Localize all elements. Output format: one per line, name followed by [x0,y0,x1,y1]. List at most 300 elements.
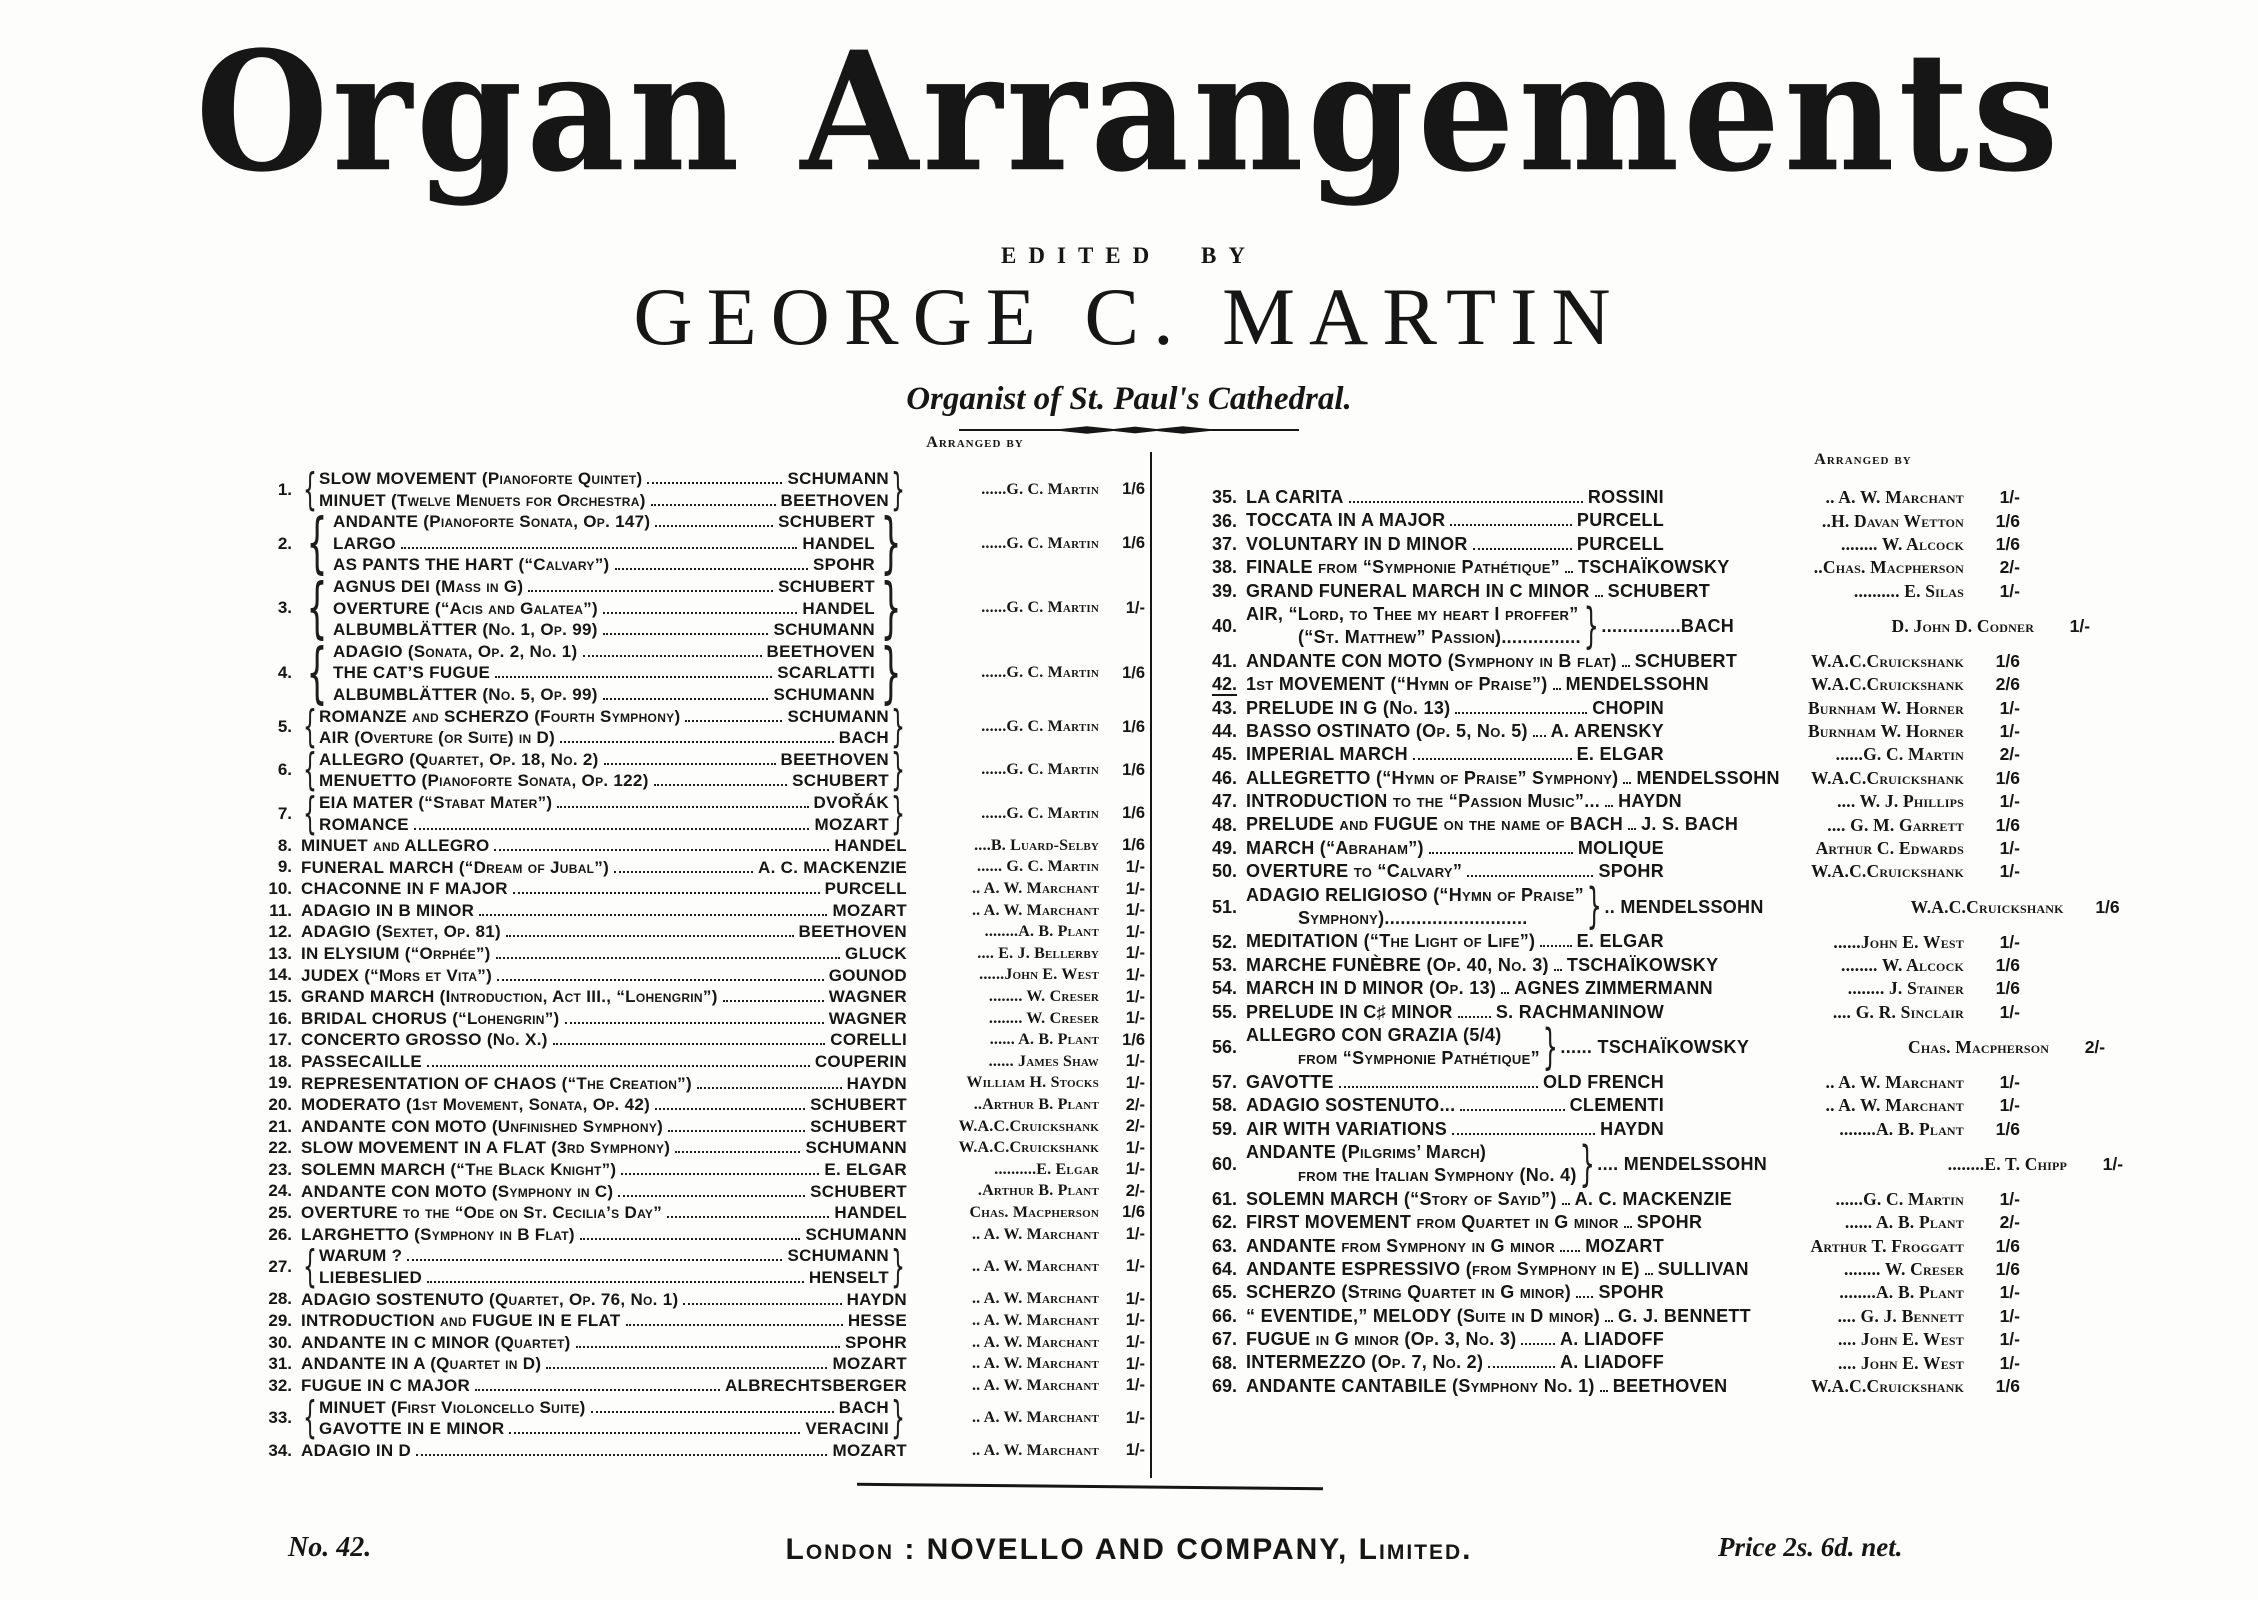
item-number: 29. [268,1310,292,1330]
item-title: FINALE from “Symphonie Pathétique” [1246,557,1560,578]
dotted-leader [675,1138,800,1153]
item-price: 2/- [1999,1212,2020,1233]
dotted-leader [1540,932,1571,947]
item-arranger: ..H. Davan Wetton [1821,510,1964,531]
dotted-leader [553,1030,826,1045]
item-title: ANDANTE (Pianoforte Sonata, Op. 147) [333,512,651,532]
item-price: 1/- [1999,1282,2020,1303]
catalog-item [240,744,1145,796]
item-arranger: ........ W. Alcock [1841,955,1964,975]
item-price: 1/6 [1122,804,1145,822]
group-brace-left: { [306,633,328,711]
item-titles [301,1137,907,1159]
item-titles [301,1375,907,1397]
item-title: ADAGIO RELIGIOSO (“Hymn of Praise” [1246,884,1584,905]
item-composer: GLUCK [845,944,907,964]
item-arranger: ......John E. West [979,966,1099,984]
item-arranger: .Arthur B. Plant [977,1182,1099,1200]
dotted-leader [1576,1283,1593,1298]
item-composer: MOZART [814,814,889,834]
title-line [301,1289,907,1311]
item-arranger: .. A. W. Marchant [971,1290,1099,1308]
title-line [1246,580,1711,603]
item-composer: SPOHR [1636,1212,1703,1233]
title-line [1246,556,1730,579]
catalog-item [240,1159,1145,1181]
catalog-item [1185,1071,2020,1094]
title-line [319,1418,889,1440]
item-number: 33. [268,1408,292,1428]
dotted-leader [668,1117,805,1132]
item-number: 12. [268,922,292,942]
page-title: Organ Arrangements [195,14,2063,209]
item-number: 41. [1211,650,1237,671]
title-line [1246,907,1584,930]
item-title: ALBUMBLÄTTER (No. 5, Op. 99) [333,684,598,704]
item-composer: A. ARENSKY [1550,720,1664,741]
item-composer: .... MENDELSSOHN [1597,1153,1768,1174]
item-titles [301,1289,907,1311]
item-titles [1246,603,1581,650]
catalog-item [240,1224,1145,1246]
item-titles [301,1094,907,1116]
title-line [319,1267,889,1289]
item-composer: SULLIVAN [1657,1258,1749,1279]
item-number: 37. [1211,533,1237,554]
dotted-leader [603,620,769,635]
item-title: MARCHE FUNÈBRE (Op. 40, No. 3) [1246,954,1549,975]
item-title: GRAND FUNERAL MARCH IN C MINOR [1246,580,1590,601]
dotted-leader [654,771,787,786]
catalog-item [240,835,1145,857]
dotted-leader [1553,675,1561,690]
item-title: ADAGIO SOSTENUTO (Quartet, Op. 76, No. 1) [301,1289,679,1309]
item-price: 1/6 [1122,717,1145,736]
title-line [301,1029,907,1051]
item-titles [1246,1351,1664,1374]
title-line [1246,813,1739,836]
item-arranger: W.A.C.Cruickshank [1810,1376,1964,1397]
dotted-leader [1413,745,1572,760]
item-title: SCHERZO (String Quartet in G minor) [1246,1282,1571,1303]
item-price: 2/- [1125,1117,1145,1136]
dotted-leader [401,534,797,549]
item-price: 1/- [1125,1073,1145,1092]
catalog-right-column [1185,486,2124,1398]
item-composer: BEETHOVEN [1612,1375,1728,1396]
title-line [301,921,907,943]
catalog-item [240,1094,1145,1116]
catalog-item [1185,1375,2020,1398]
item-titles [1246,533,1664,556]
item-composer: E. ELGAR [824,1160,907,1179]
title-line [333,511,875,533]
item-number: 66. [1211,1305,1237,1326]
item-titles [319,706,889,749]
title-line [1246,626,1581,649]
item-arranger: .. A. W. Marchant [971,1225,1099,1243]
item-title: ADAGIO (Sonata, Op. 2, No. 1) [333,641,578,661]
dotted-leader [603,599,797,614]
dotted-leader [1645,1260,1653,1275]
dotted-leader [580,1225,801,1240]
item-titles [1246,1235,1664,1258]
dotted-leader [546,1354,827,1369]
dotted-leader [1628,815,1636,830]
group-brace-right: } [891,1392,905,1444]
item-title: MARCH (“Abraham”) [1246,837,1424,858]
group-brace-right: } [880,633,902,711]
item-composer: PURCELL [1576,533,1664,554]
item-composer: A. LIADOFF [1560,1352,1664,1373]
item-title: EIA MATER (“Stabat Mater”) [319,792,553,812]
catalog-item [240,1440,1145,1462]
item-price: 1/- [1999,580,2020,601]
item-number: 50. [1211,861,1237,882]
item-composer: MOZART [1585,1235,1664,1256]
group-brace-right: } [891,744,905,796]
item-price: 2/- [1999,557,2020,578]
group-brace-left: { [303,744,317,796]
item-composer: MOLIQUE [1577,837,1664,858]
title-line [1246,767,1780,790]
item-title: ADAGIO IN D [301,1440,412,1460]
item-number: 20. [268,1095,292,1115]
group-brace-left: { [303,1392,317,1444]
item-title: PRELUDE and FUGUE on the name of BACH [1246,814,1624,835]
catalog-item [1185,697,2020,720]
item-titles [1246,837,1664,860]
title-line [1246,1305,1751,1328]
dotted-leader [685,707,782,722]
dotted-leader [494,836,829,851]
dotted-leader [1450,511,1571,526]
item-composer: TSCHAÏKOWSKY [1566,954,1719,975]
item-title: AIR (Overture (or Suite) in D) [319,728,556,748]
item-composer: MENDELSSOHN [1565,674,1709,695]
item-title: LARGHETTO (Symphony in B Flat) [301,1224,575,1244]
catalog-item [240,1332,1145,1354]
item-titles [301,1159,907,1181]
dotted-leader [576,1333,840,1348]
item-arranger: ..........E. Elgar [994,1160,1099,1178]
title-line [301,835,907,857]
item-number: 55. [1211,1001,1237,1022]
item-titles [301,1353,907,1375]
item-composer: PURCELL [1576,510,1664,531]
item-composer: BEETHOVEN [766,641,875,661]
item-composer: SPOHR [845,1332,907,1352]
item-number: 22. [268,1138,292,1158]
dotted-leader [427,1052,810,1067]
item-arranger: Chas. Macpherson [1908,1036,2050,1057]
item-composer: A. C. MACKENZIE [758,857,907,877]
item-arranger: ...... James Shaw [988,1052,1099,1070]
item-title: SLOW MOVEMENT IN A FLAT (3rd Symphony) [301,1138,671,1158]
item-title: AIR WITH VARIATIONS [1246,1118,1448,1139]
group-brace-right: } [880,504,902,582]
item-price: 1/- [1125,1376,1145,1395]
item-title: ANDANTE CON MOTO (Symphony in B flat) [1246,650,1617,671]
item-arranger: W.A.C.Cruickshank [958,1117,1099,1135]
item-composer: ALBRECHTSBERGER [724,1375,907,1395]
item-composer: DVOŘÁK [813,792,889,812]
item-number: 26. [268,1224,292,1244]
item-composer: A. C. MACKENZIE [1574,1188,1733,1209]
item-title: ANDANTE from Symphony in G minor [1246,1235,1555,1256]
item-title: AGNUS DEI (Mass in G) [333,576,524,596]
item-arranger: ........A. B. Plant [1839,1118,1964,1139]
catalog-item [240,504,1145,582]
item-price: 1/6 [1995,650,2020,671]
title-line [1246,1375,1728,1398]
title-line [1246,1001,1664,1024]
item-title: GRAND MARCH (Introduction, Act III., “Lohengrin”) [301,987,718,1007]
item-title: WARUM ? [319,1246,403,1266]
catalog-item [240,878,1145,900]
item-price: 1/6 [1122,1030,1145,1049]
dotted-leader [655,512,773,527]
item-arranger: ........ W. Creser [988,988,1099,1006]
dotted-leader [528,577,773,592]
item-arranger: ........ J. Stainer [1847,978,1964,999]
item-number: 44. [1211,721,1237,742]
item-titles [301,900,907,922]
item-price: 1/- [2069,615,2091,636]
item-number: 38. [1211,557,1237,578]
item-title: MENUETTO (Pianoforte Sonata, Op. 122) [319,771,649,791]
item-number: 57. [1211,1071,1237,1092]
item-arranger: .. A. W. Marchant [971,1257,1099,1275]
dotted-leader [618,1182,805,1197]
item-price: 1/6 [1995,814,2020,835]
item-composer: HESSE [847,1311,907,1331]
group-brace-left: { [303,1241,317,1293]
item-title: ADAGIO SOSTENUTO... [1246,1095,1456,1116]
editor-role: Organist of St. Paul's Cathedral. [906,381,1352,417]
item-number: 35. [1211,487,1237,508]
dotted-leader [495,663,772,678]
item-composer: HENSELT [808,1267,889,1287]
dotted-leader [1595,582,1603,597]
item-title: REPRESENTATION OF CHAOS (“The Creation”) [301,1073,692,1093]
item-number: 64. [1211,1259,1237,1280]
catalog-item [240,943,1145,965]
item-composer: SCHUMANN [787,706,889,726]
item-composer: G. J. BENNETT [1618,1305,1751,1326]
dotted-leader [1473,535,1572,550]
item-titles [1246,1281,1664,1304]
item-title: INTERMEZZO (Op. 7, No. 2) [1246,1352,1484,1373]
item-titles [1246,1071,1664,1094]
dotted-leader [1623,769,1631,784]
dotted-leader [615,555,809,570]
item-number: 63. [1211,1235,1237,1256]
item-arranger: Chas. Macpherson [969,1203,1099,1221]
item-price: 1/- [1999,721,2020,742]
item-price: 1/- [1125,1289,1145,1308]
title-line [1246,533,1664,556]
item-price: 1/6 [1122,836,1145,855]
item-arranger: ........ W. Creser [1844,1259,1964,1280]
item-number: 65. [1211,1282,1237,1303]
item-title: from the Italian Symphony (No. 4) [1298,1165,1577,1186]
item-composer: SPOHR [813,555,875,575]
dotted-leader [497,966,824,981]
title-line [1246,697,1664,720]
item-number: 19. [268,1073,292,1093]
catalog-item [240,787,1145,839]
item-arranger: ........A. B. Plant [1839,1282,1964,1303]
item-titles [1246,884,1584,931]
item-arranger: W.A.C.Cruickshank [1910,896,2064,917]
item-titles [319,792,889,835]
dotted-leader [614,858,753,873]
catalog-item [240,1137,1145,1159]
dotted-leader [1455,699,1587,714]
item-title: PRELUDE IN C♯ MINOR [1246,1001,1453,1022]
item-title: ADAGIO (Sextet, Op. 81) [301,922,501,942]
item-title: AS PANTS THE HART (“Calvary”) [333,555,610,575]
item-composer: BACH [838,728,889,748]
catalog-item [1185,954,2020,977]
item-number: 13. [268,943,292,963]
item-titles [1246,556,1730,579]
item-number: 46. [1211,767,1237,788]
item-price: 1/- [1125,1354,1145,1373]
item-title: ANDANTE IN C MINOR (Quartet) [301,1332,571,1352]
item-composer: BEETHOVEN [780,749,889,769]
dotted-leader [1521,1330,1555,1345]
item-title: TOCCATA IN A MAJOR [1246,510,1446,531]
item-price: 1/6 [1995,1376,2020,1397]
item-number: 62. [1211,1212,1237,1233]
item-arranger: .. A. W. Marchant [971,1311,1099,1329]
item-number: 40. [1211,615,1237,636]
group-brace-left: { [303,787,317,839]
item-title: (“St. Matthew” Passion)............... [1298,627,1581,648]
item-composer: VERACINI [805,1419,889,1439]
catalog-item [1185,580,2020,603]
item-arranger: ......G. C. Martin [981,664,1099,682]
dotted-leader [407,1246,782,1261]
catalog-item [240,965,1145,987]
item-number: 32. [268,1375,292,1395]
item-arranger: Arthur C. Edwards [1815,838,1964,859]
item-composer: HAYDN [1618,791,1682,812]
title-line [1246,790,1682,813]
item-titles [1246,1328,1664,1351]
item-titles [333,641,875,706]
dotted-leader [621,1160,819,1175]
title-line [301,1332,907,1354]
item-titles [1246,813,1739,836]
group-brace-left: { [306,504,328,582]
item-composer: SCHUBERT [810,1181,907,1201]
item-arranger: .. A. W. Marchant [971,1409,1099,1427]
dotted-leader [591,1398,834,1413]
item-number: 54. [1211,978,1237,999]
title-line [1246,1328,1664,1351]
item-arranger: .... G. J. Bennett [1837,1305,1964,1326]
item-titles [1246,720,1664,743]
item-number: 31. [268,1354,292,1374]
title-line [1246,1164,1577,1187]
item-price: 1/- [1125,1009,1145,1028]
item-price: 1/6 [1122,534,1145,553]
dotted-leader [583,642,762,657]
publisher-imprint: London : NOVELLO AND COMPANY, Limited. [785,1533,1473,1566]
item-price: 1/- [1125,857,1145,876]
item-composer: SCHUBERT [810,1116,907,1136]
catalog-item [1185,486,2020,509]
title-line [301,1094,907,1116]
item-title: ADAGIO IN B MINOR [301,900,475,920]
title-line [1246,1188,1733,1211]
item-composer: SCHUMANN [773,684,875,704]
catalog-item [1185,1258,2020,1281]
item-composer: SCHUMANN [787,469,889,488]
item-composer: SCHUBERT [1634,650,1738,671]
item-titles [301,1310,907,1332]
title-line [1246,486,1664,509]
item-number: 9. [277,857,292,877]
catalog-item [240,463,1145,515]
title-line [301,1159,907,1181]
title-line [1246,1351,1664,1374]
item-title: AIR, “Lord, to Thee my heart I proffer” [1246,603,1579,624]
dotted-leader [416,1441,827,1456]
title-line [301,1440,907,1462]
catalog-item [240,1073,1145,1095]
catalog-item [1185,1094,2020,1117]
item-number: 21. [268,1116,292,1136]
item-number: 18. [268,1051,292,1071]
title-line [319,792,889,814]
title-line [1246,977,1713,1000]
item-composer: SCHUMANN [773,620,875,640]
item-number: 28. [268,1289,292,1309]
item-number: 45. [1211,744,1237,765]
item-arranger: W.A.C.Cruickshank [1810,767,1964,788]
item-number: 24. [268,1181,292,1201]
item-number: 53. [1211,955,1237,975]
item-composer: A. LIADOFF [1560,1329,1664,1350]
item-arranger: ...... A. B. Plant [1844,1212,1964,1233]
item-arranger: W.A.C.Cruickshank [958,1139,1099,1157]
item-composer: SCHUBERT [1607,580,1711,601]
title-line [333,641,875,663]
group-brace-right: } [1579,1135,1595,1192]
item-titles [1246,743,1664,766]
catalog-item [1185,1351,2020,1374]
item-title: LARGO [333,533,396,553]
dotted-leader [667,1203,829,1218]
title-line [1246,1047,1540,1070]
item-arranger: .... G. R. Sinclair [1832,1001,1964,1022]
item-arranger: ......G. C. Martin [981,804,1099,822]
catalog-item [1185,930,2020,953]
dotted-leader [565,1009,824,1024]
title-line [301,965,907,987]
item-composer: ...............BACH [1601,615,1735,636]
item-number: 52. [1211,931,1237,952]
dotted-leader [414,815,810,830]
item-composer: S. RACHMANINOW [1495,1001,1664,1022]
item-title: FUGUE in G minor (Op. 3, No. 3) [1246,1329,1517,1350]
dotted-leader [1600,1377,1608,1392]
catalog-item [240,921,1145,943]
